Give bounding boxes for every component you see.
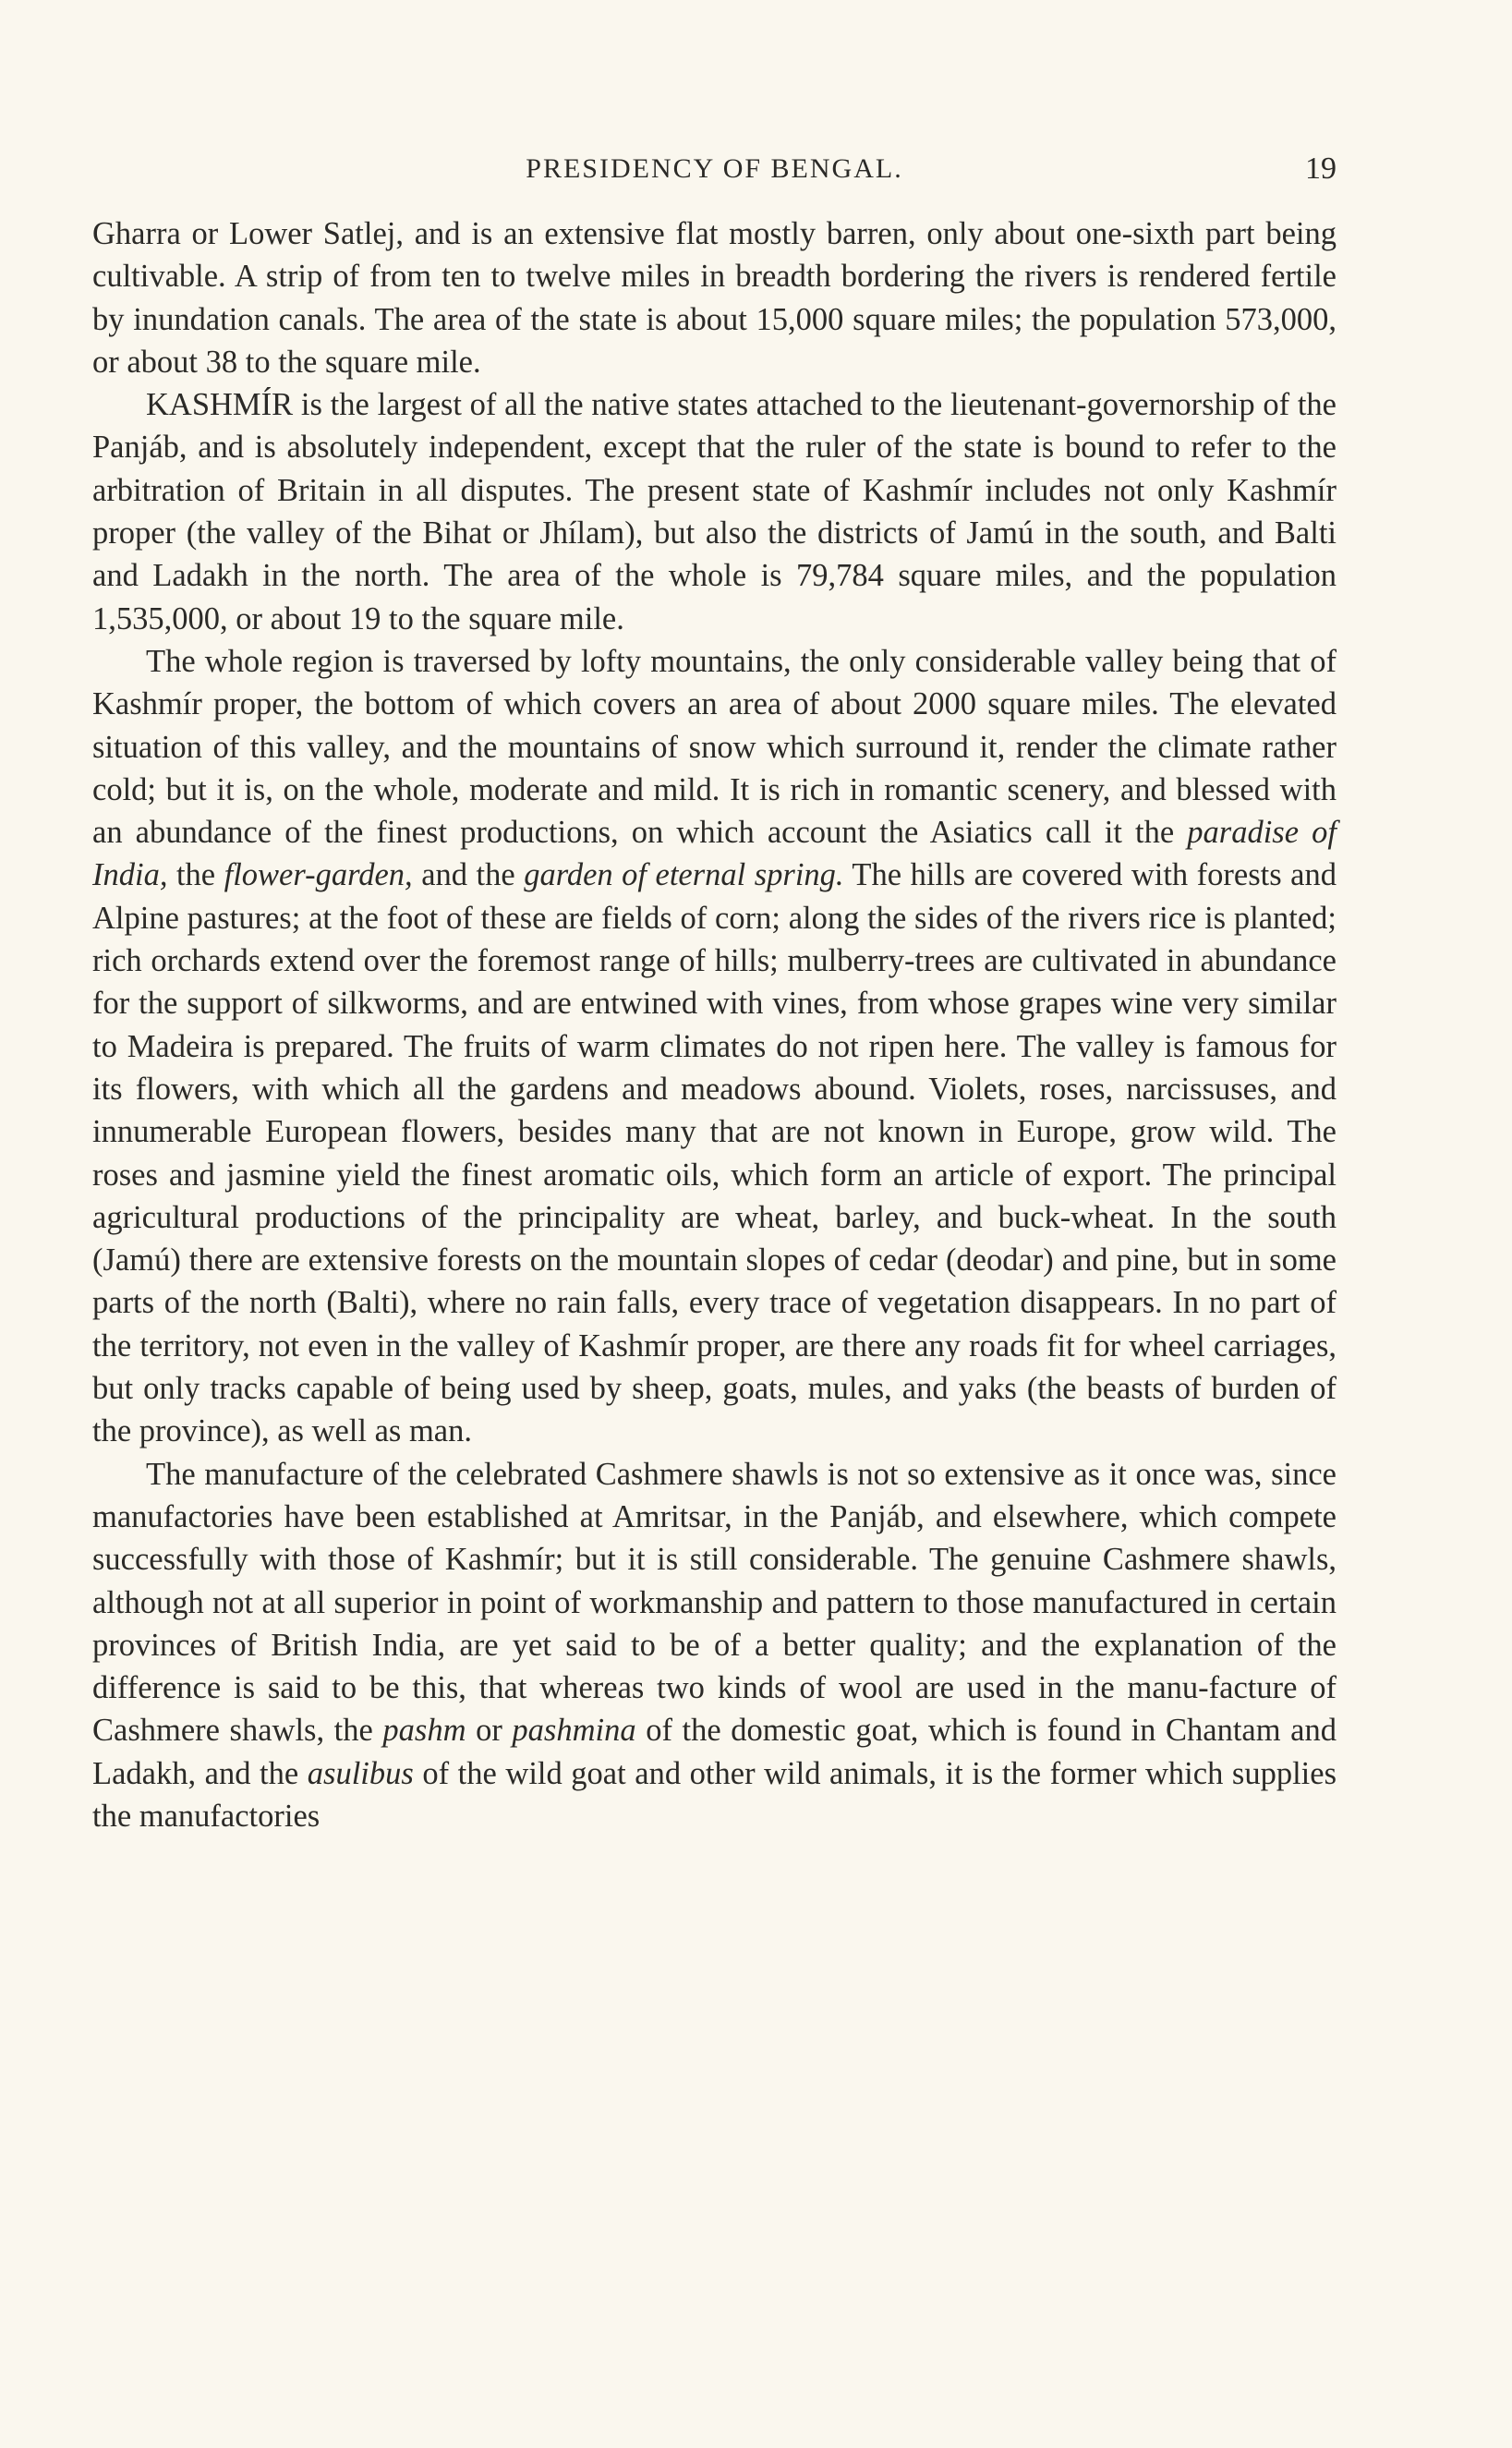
paragraph-kashmir xyxy=(92,383,1337,640)
running-head xyxy=(92,148,1337,190)
body-text xyxy=(92,212,1337,1837)
paragraph-text: The whole region is traversed by lofty mountains, the only considerable valley being that of Kashmír proper, the bottom of which covers an area of about 2000 square miles. The elevated situation of this valley, and the mountains of snow which surround it, render the climate rather cold; but it is, on the whole, moderate and mild. It is rich in romantic scenery, and blessed with an abundance of the finest productions, on which account the Asiatics call it the xyxy=(92,643,1337,851)
paragraph-text: the xyxy=(167,857,224,893)
paragraph-text: of the domestic goat, which is found in Chantam and Ladakh, and the xyxy=(92,1713,1337,1791)
paragraph-shawls xyxy=(92,1453,1337,1838)
italic-phrase: paradise of India, xyxy=(92,815,1337,893)
italic-term: asulibus xyxy=(307,1755,414,1791)
paragraph-text: The hills are covered with forests and Alpine pastures; at the foot of these are fields of corn; along the sides of the rivers rice is planted; rich orchards extend over the foremost range of hills; mulberry-trees are cultivated in abundance for the support of silkworms, and are entwined with vines, from whose grapes wine very similar to Madeira is prepared. The fruits of warm climates do not ripen here. The valley is famous for its flowers, with which all the gardens and meadows abound. Violets, roses, narcissuses, and innumerable European flowers, besides many that are not known in Europe, grow wild. The roses and jasmine yield the finest aromatic oils, which form an article of export. The principal agricultural productions of the principality are wheat, barley, and buck-wheat. In the south (Jamú) there are extensive forests on the mountain slopes of cedar (deodar) and pine, but in some parts of the north (Balti), where no rain falls, every trace of vegetation disappears. In no part of the territory, not even in the valley of Kashmír proper, are there any roads fit for wheel carriages, but only tracks capable of being used by sheep, goats, mules, and yaks (the beasts of burden of the province), as well as man. xyxy=(92,857,1337,1449)
paragraph-text: The manufacture of the celebrated Cashmere shawls is not so extensive as it once was, since manufactories have been established at Amritsar, in the Panjáb, and elsewhere, which compete successfully with those of Kashmír; but it is still considerable. The genuine Cashmere shawls, although not at all superior in point of workmanship and pattern to those manufactured in certain provinces of British India, are yet said to be of a better quality; and the explanation of the difference is said to be this, that whereas two kinds of wool are used in the manu-facture of Cashmere shawls, the xyxy=(92,1456,1337,1749)
page-number: 19 xyxy=(1305,151,1337,186)
running-title: PRESIDENCY OF BENGAL. xyxy=(526,153,903,184)
italic-term: pashmina xyxy=(512,1713,636,1749)
italic-phrase: flower-garden, xyxy=(224,857,413,893)
paragraph-text: of the wild goat and other wild animals, it is the former which supplies the manufactories xyxy=(92,1755,1337,1834)
paragraph-gharra-continued xyxy=(92,212,1337,383)
paragraph-region xyxy=(92,640,1337,1453)
italic-term: pashm xyxy=(382,1713,466,1749)
paragraph-text: Gharra or Lower Satlej, and is an extensive flat mostly barren, only about one-sixth part being cultivable. A strip of from ten to twelve miles in breadth bordering the rivers is rendered fertile by inundation canals. The area of the state is about 15,000 square miles; the population 573,000, or about 38 to the square mile. xyxy=(92,216,1337,380)
paragraph-text: KASHMÍR is the largest of all the native states attached to the lieutenant-governorship of the Panjáb, and is absolutely independent, except that the ruler of the state is bound to refer to the arbitration of Britain in all disputes. The present state of Kashmír includes not only Kashmír proper (the valley of the Bihat or Jhílam), but also the districts of Jamú in the south, and Balti and Ladakh in the north. The area of the whole is 79,784 square miles, and the population 1,535,000, or about 19 to the square mile. xyxy=(92,387,1337,636)
paragraph-text: and the xyxy=(412,857,525,893)
paragraph-text: or xyxy=(466,1713,513,1749)
italic-phrase: garden of eternal spring. xyxy=(524,857,844,893)
